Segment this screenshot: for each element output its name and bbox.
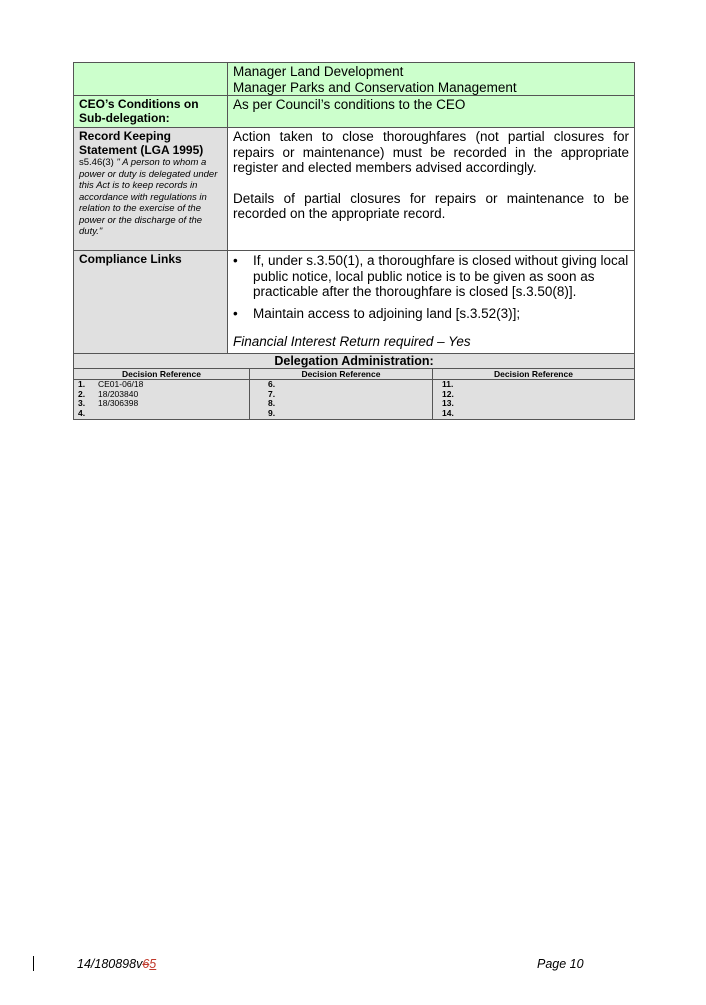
bullet-icon: • [233, 253, 238, 268]
record-keeping-label-cell [74, 128, 228, 251]
delegation-table [73, 62, 635, 369]
compliance-bullets [233, 253, 629, 321]
compliance-bullet: • If, under s.3.50(1), a thoroughfare is closed without giving local public notice, local public notice is to be given as soon as practicable after the thoroughfare is closed [s.3.50(8)]. [233, 253, 629, 299]
record-keeping-para-1: Action taken to close thoroughfares (not partial closures for repairs or maintenance) must be recorded in the appropriate register and elected members advised accordingly. [233, 129, 629, 175]
decision-reference-header: Decision Reference [433, 369, 635, 380]
delegation-document [73, 62, 634, 420]
deleted-version: 6 [142, 957, 150, 971]
admin-title: Delegation Administration: [74, 354, 635, 369]
delegate-2: Manager Parks and Conservation Management [233, 79, 517, 95]
record-keeping-value-cell [228, 128, 635, 251]
decision-item: 9. [268, 408, 276, 419]
admin-column-2 [250, 380, 433, 420]
bullet-icon: • [233, 305, 238, 321]
statute-quote: " A person to whom a power or duty is delegated under this Act is to keep records in accordance with regulations in relation to the exercise of the power or the discharge of the duty." [79, 157, 218, 237]
delegates-row [74, 63, 635, 96]
ceo-conditions-label: CEO’s Conditions on Sub-delegation: [74, 96, 228, 128]
statute-ref: s5.46(3) [79, 157, 114, 168]
decision-reference-header: Decision Reference [74, 369, 250, 380]
decision-item: 3. 18/306398 [78, 398, 139, 409]
decision-item: 13. [442, 398, 454, 409]
admin-column-1 [74, 380, 250, 420]
record-keeping-label: Record Keeping Statement (LGA 1995) [79, 129, 204, 157]
page-number: Page 10 [537, 957, 584, 971]
record-keeping-statute [79, 157, 222, 238]
decision-item: 6. [268, 379, 276, 389]
decision-item: 12. [442, 388, 454, 399]
decision-item: 1. CE01-06/18 [78, 379, 144, 389]
decision-item: 14. [442, 408, 454, 419]
financial-interest-note: Financial Interest Return required – Yes [233, 334, 471, 349]
admin-body [74, 380, 635, 420]
compliance-row [74, 251, 635, 354]
record-keeping-row [74, 128, 635, 251]
delegates-label-cell [74, 63, 228, 96]
admin-column-headers [74, 369, 635, 380]
decision-reference-header: Decision Reference [250, 369, 433, 380]
admin-column-3 [433, 380, 635, 420]
decision-item: 7. [268, 388, 276, 399]
decision-item: 11. [442, 379, 454, 389]
ceo-conditions-value: As per Council’s conditions to the CEO [228, 96, 635, 128]
compliance-value-cell [228, 251, 635, 354]
revision-bar [33, 956, 34, 971]
ceo-conditions-row [74, 96, 635, 128]
admin-header-row [74, 354, 635, 369]
decision-item: 8. [268, 398, 276, 409]
admin-table [73, 368, 635, 420]
decision-item: 2. 18/203840 [78, 388, 139, 399]
compliance-label: Compliance Links [74, 251, 228, 354]
compliance-bullet: • Maintain access to adjoining land [s.3.52(3)]; [233, 305, 521, 321]
document-reference: 14/180898v65 [77, 957, 157, 971]
decision-item: 4. [78, 408, 86, 419]
inserted-version: 5 [149, 957, 157, 971]
record-keeping-para-2: Details of partial closures for repairs or maintenance to be recorded on the appropriate record. [233, 190, 629, 221]
delegate-1: Manager Land Development [233, 64, 404, 79]
delegates-cell [228, 63, 635, 96]
